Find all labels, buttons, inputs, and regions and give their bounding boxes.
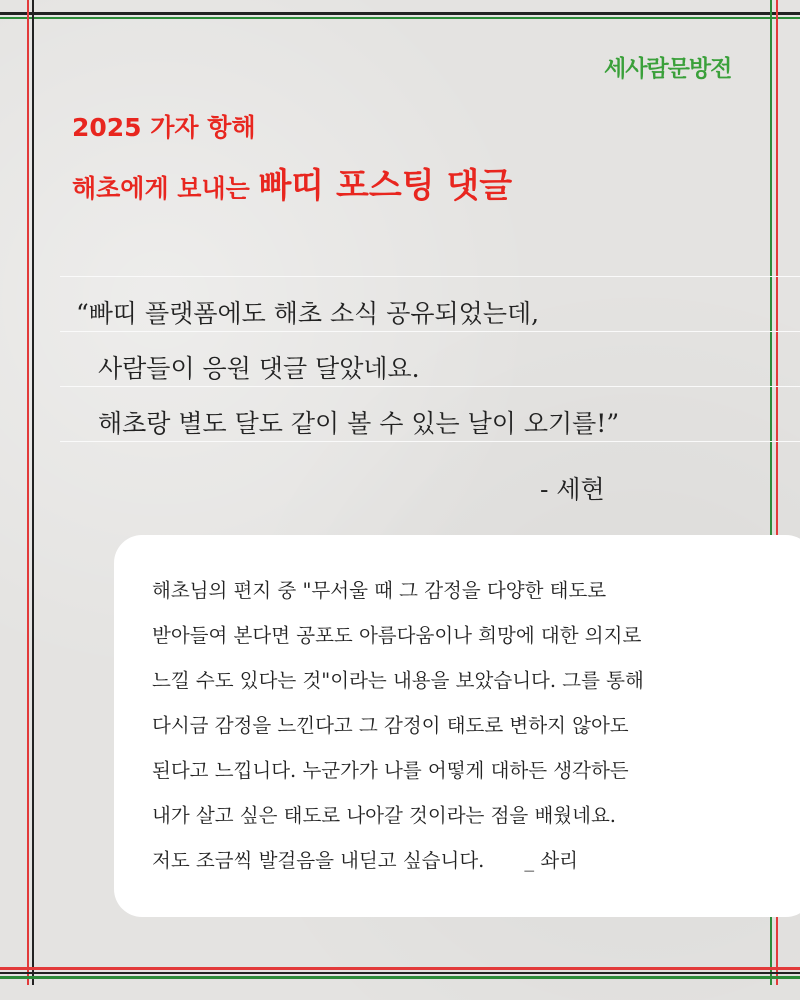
- notebook-rule: [60, 276, 800, 277]
- letter-line: 느낄 수도 있다는 것"이라는 내용을 보았습니다. 그를 통해: [152, 669, 644, 692]
- page-title-line1: 2025 가자 항해: [72, 113, 256, 142]
- letter-text: [152, 568, 644, 883]
- letter-last-line: [152, 838, 644, 883]
- bottom-border-red: [0, 967, 800, 970]
- title-prefix: 해초에게 보내는: [72, 174, 250, 203]
- quote-line: 사람들이 응원 댓글 달았네요.: [98, 354, 420, 383]
- bottom-border-green: [0, 976, 800, 979]
- quote-block: [76, 286, 619, 451]
- letter-line: 다시금 감정을 느낀다고 그 감정이 태도로 변하지 않아도: [152, 714, 629, 737]
- letter-line: 받아들여 본다면 공포도 아름다움이나 희망에 대한 의지로: [152, 624, 642, 647]
- letter-line: 된다고 느낍니다. 누군가가 나를 어떻게 대하든 생각하든: [152, 759, 629, 782]
- left-border-red: [27, 0, 29, 985]
- title-highlight: 빠띠 포스팅 댓글: [258, 166, 513, 206]
- letter-line: 내가 살고 싶은 태도로 나아갈 것이라는 점을 배웠네요.: [152, 804, 617, 827]
- quote-author: - 세현: [540, 475, 605, 504]
- letter-line: 저도 조금씩 발걸음을 내딛고 싶습니다.: [152, 849, 485, 872]
- letter-line: 해초님의 편지 중 "무서울 때 그 감정을 다양한 태도로: [152, 579, 607, 602]
- quote-line: 해초랑 별도 달도 같이 볼 수 있는 날이 오기를!”: [98, 409, 620, 438]
- top-border-black: [0, 12, 800, 15]
- page-title-line2: [72, 158, 512, 207]
- bottom-border-black: [0, 972, 800, 974]
- quote-line: “빠띠 플랫폼에도 해초 소식 공유되었는데,: [76, 299, 540, 328]
- brand-logo: 세사람문방전: [604, 56, 732, 82]
- letter-signature: _ 솨리: [524, 849, 579, 872]
- left-border-black: [32, 0, 34, 985]
- top-border-green: [0, 17, 800, 19]
